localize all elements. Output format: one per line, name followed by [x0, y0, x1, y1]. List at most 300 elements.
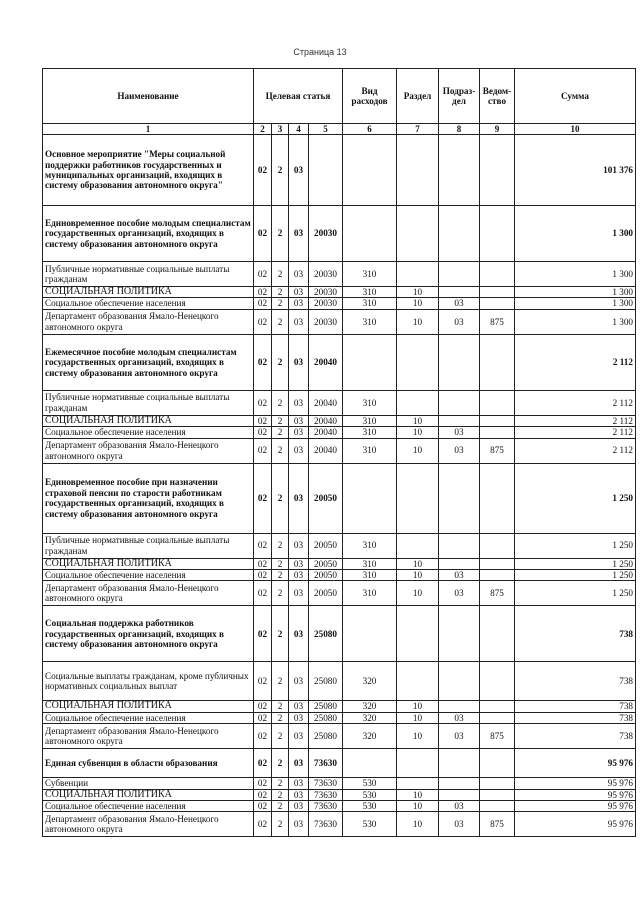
target-code-3: 03 — [289, 570, 309, 581]
section: 10 — [397, 427, 439, 438]
target-code-3: 03 — [289, 427, 309, 438]
target-code-4: 20050 — [309, 533, 343, 558]
target-code-2: 2 — [272, 701, 289, 712]
target-code-3: 03 — [289, 801, 309, 812]
expense-type — [343, 334, 397, 390]
target-code-4: 73630 — [309, 778, 343, 789]
table-row — [43, 778, 636, 789]
target-code-1: 02 — [254, 298, 272, 309]
target-code-2: 2 — [272, 606, 289, 662]
target-code-3: 03 — [289, 724, 309, 749]
table-row — [43, 287, 636, 298]
section: 10 — [397, 812, 439, 837]
table-row — [43, 206, 636, 262]
target-code-3: 03 — [289, 262, 309, 287]
target-code-2: 2 — [272, 463, 289, 533]
target-code-1: 02 — [254, 427, 272, 438]
table-row — [43, 415, 636, 426]
target-code-3: 03 — [289, 778, 309, 789]
row-sum: 1 300 — [515, 287, 636, 298]
department-code — [480, 749, 515, 778]
expense-type — [343, 463, 397, 533]
target-code-2: 2 — [272, 812, 289, 837]
subsection: 03 — [439, 712, 480, 723]
target-code-4: 25080 — [309, 712, 343, 723]
row-name: СОЦИАЛЬНАЯ ПОЛИТИКА — [43, 287, 254, 298]
row-name: Ежемесячное пособие молодым специалистам государственных организаций, входящих в систему образования автономного округа — [43, 334, 254, 390]
target-code-4: 20030 — [309, 262, 343, 287]
target-code-3: 03 — [289, 533, 309, 558]
expense-type: 310 — [343, 570, 397, 581]
table-row — [43, 135, 636, 206]
target-code-2: 2 — [272, 287, 289, 298]
section: 10 — [397, 287, 439, 298]
target-code-2: 2 — [272, 438, 289, 463]
row-sum: 2 112 — [515, 427, 636, 438]
department-code — [480, 789, 515, 800]
column-number: 2 — [254, 124, 272, 135]
row-name: Социальные выплаты гражданам, кроме публичных нормативных социальных выплат — [43, 662, 254, 701]
expense-type: 310 — [343, 438, 397, 463]
row-name: СОЦИАЛЬНАЯ ПОЛИТИКА — [43, 558, 254, 569]
row-name: СОЦИАЛЬНАЯ ПОЛИТИКА — [43, 701, 254, 712]
section: 10 — [397, 298, 439, 309]
target-code-1: 02 — [254, 778, 272, 789]
target-code-3: 03 — [289, 581, 309, 606]
subsection — [439, 206, 480, 262]
row-name: Департамент образования Ямало-Ненецкого автономного округа — [43, 724, 254, 749]
row-sum: 95 976 — [515, 812, 636, 837]
target-code-3: 03 — [289, 712, 309, 723]
table-row — [43, 749, 636, 778]
section: 10 — [397, 438, 439, 463]
target-code-4: 20050 — [309, 463, 343, 533]
target-code-1: 02 — [254, 438, 272, 463]
target-code-2: 2 — [272, 415, 289, 426]
row-sum: 95 976 — [515, 789, 636, 800]
department-code — [480, 558, 515, 569]
target-code-2: 2 — [272, 390, 289, 415]
section: 10 — [397, 724, 439, 749]
column-number: 4 — [289, 124, 309, 135]
target-code-2: 2 — [272, 262, 289, 287]
section: 10 — [397, 801, 439, 812]
subsection: 03 — [439, 581, 480, 606]
target-code-3: 03 — [289, 438, 309, 463]
row-name: СОЦИАЛЬНАЯ ПОЛИТИКА — [43, 789, 254, 800]
target-code-3: 03 — [289, 334, 309, 390]
row-name: Социальное обеспечение населения — [43, 712, 254, 723]
expense-type: 530 — [343, 789, 397, 800]
subsection: 03 — [439, 298, 480, 309]
expense-type: 530 — [343, 801, 397, 812]
row-sum: 738 — [515, 701, 636, 712]
header-vedomstvo: Ведом-ство — [480, 69, 515, 124]
table-row — [43, 581, 636, 606]
row-name: Департамент образования Ямало-Ненецкого автономного округа — [43, 581, 254, 606]
row-name: Социальное обеспечение населения — [43, 570, 254, 581]
row-sum: 1 300 — [515, 262, 636, 287]
department-code — [480, 606, 515, 662]
table-row — [43, 533, 636, 558]
target-code-4: 20030 — [309, 298, 343, 309]
expense-type: 310 — [343, 427, 397, 438]
row-sum: 2 112 — [515, 438, 636, 463]
expense-type: 310 — [343, 581, 397, 606]
row-name: Департамент образования Ямало-Ненецкого автономного округа — [43, 438, 254, 463]
subsection — [439, 463, 480, 533]
target-code-4: 73630 — [309, 749, 343, 778]
expense-type: 530 — [343, 778, 397, 789]
section — [397, 262, 439, 287]
target-code-4: 20050 — [309, 581, 343, 606]
target-code-4: 20030 — [309, 287, 343, 298]
target-code-2: 2 — [272, 749, 289, 778]
column-number: 3 — [272, 124, 289, 135]
subsection — [439, 606, 480, 662]
subsection: 03 — [439, 427, 480, 438]
target-code-2: 2 — [272, 662, 289, 701]
target-code-1: 02 — [254, 390, 272, 415]
target-code-4: 73630 — [309, 789, 343, 800]
department-code — [480, 533, 515, 558]
target-code-1: 02 — [254, 533, 272, 558]
department-code — [480, 801, 515, 812]
expense-type — [343, 135, 397, 206]
department-code: 875 — [480, 724, 515, 749]
target-code-1: 02 — [254, 701, 272, 712]
target-code-3: 03 — [289, 206, 309, 262]
target-code-4: 25080 — [309, 662, 343, 701]
subsection — [439, 533, 480, 558]
target-code-4 — [309, 135, 343, 206]
page-label: Страница 13 — [293, 47, 347, 57]
row-name: Социальное обеспечение населения — [43, 298, 254, 309]
table-row — [43, 463, 636, 533]
target-code-2: 2 — [272, 558, 289, 569]
department-code — [480, 262, 515, 287]
target-code-4: 73630 — [309, 812, 343, 837]
row-sum: 738 — [515, 662, 636, 701]
expense-type: 320 — [343, 724, 397, 749]
target-code-2: 2 — [272, 712, 289, 723]
table-row — [43, 427, 636, 438]
table-row — [43, 712, 636, 723]
expense-type — [343, 606, 397, 662]
target-code-2: 2 — [272, 778, 289, 789]
target-code-3: 03 — [289, 701, 309, 712]
header-target: Целевая статья — [254, 69, 343, 124]
expense-type — [343, 206, 397, 262]
target-code-1: 02 — [254, 570, 272, 581]
target-code-3: 03 — [289, 287, 309, 298]
target-code-1: 02 — [254, 724, 272, 749]
target-code-2: 2 — [272, 801, 289, 812]
row-name: Социальная поддержка работников государственных организаций, входящих в систему образования автономного округа — [43, 606, 254, 662]
subsection — [439, 415, 480, 426]
row-name: Публичные нормативные социальные выплаты гражданам — [43, 262, 254, 287]
target-code-2: 2 — [272, 533, 289, 558]
row-sum: 2 112 — [515, 334, 636, 390]
target-code-3: 03 — [289, 812, 309, 837]
target-code-4: 20050 — [309, 558, 343, 569]
section — [397, 463, 439, 533]
target-code-4: 73630 — [309, 801, 343, 812]
row-name: Основное мероприятие "Меры социальной поддержки работников государственных и муниципальных организаций, входящих в систему образования автономного округа" — [43, 135, 254, 206]
row-sum: 1 300 — [515, 206, 636, 262]
target-code-4: 20040 — [309, 390, 343, 415]
subsection: 03 — [439, 438, 480, 463]
department-code — [480, 701, 515, 712]
section: 10 — [397, 309, 439, 334]
row-name: Публичные нормативные социальные выплаты гражданам — [43, 390, 254, 415]
column-number: 8 — [439, 124, 480, 135]
target-code-4: 25080 — [309, 606, 343, 662]
target-code-3: 03 — [289, 606, 309, 662]
column-number: 5 — [309, 124, 343, 135]
expense-type: 310 — [343, 262, 397, 287]
department-code — [480, 463, 515, 533]
target-code-3: 03 — [289, 789, 309, 800]
target-code-1: 02 — [254, 812, 272, 837]
target-code-4: 20030 — [309, 206, 343, 262]
department-code — [480, 206, 515, 262]
table-row — [43, 789, 636, 800]
row-sum: 101 376 — [515, 135, 636, 206]
target-code-2: 2 — [272, 206, 289, 262]
subsection — [439, 558, 480, 569]
row-sum: 1 250 — [515, 570, 636, 581]
target-code-3: 03 — [289, 415, 309, 426]
section: 10 — [397, 712, 439, 723]
target-code-1: 02 — [254, 309, 272, 334]
target-code-2: 2 — [272, 298, 289, 309]
target-code-2: 2 — [272, 135, 289, 206]
table-row — [43, 606, 636, 662]
department-code: 875 — [480, 309, 515, 334]
department-code — [480, 570, 515, 581]
expense-type: 320 — [343, 712, 397, 723]
target-code-2: 2 — [272, 427, 289, 438]
table-row — [43, 724, 636, 749]
section: 10 — [397, 415, 439, 426]
section: 10 — [397, 570, 439, 581]
expense-type: 310 — [343, 558, 397, 569]
table-row — [43, 309, 636, 334]
subsection: 03 — [439, 801, 480, 812]
target-code-4: 25080 — [309, 701, 343, 712]
target-code-2: 2 — [272, 581, 289, 606]
header-podrazdel: Подраз-дел — [439, 69, 480, 124]
expense-type: 310 — [343, 415, 397, 426]
section — [397, 533, 439, 558]
section — [397, 662, 439, 701]
department-code: 875 — [480, 438, 515, 463]
expense-type: 310 — [343, 533, 397, 558]
section: 10 — [397, 789, 439, 800]
target-code-1: 02 — [254, 712, 272, 723]
target-code-1: 02 — [254, 206, 272, 262]
row-sum: 1 250 — [515, 533, 636, 558]
column-number: 6 — [343, 124, 397, 135]
target-code-2: 2 — [272, 724, 289, 749]
header-vid: Вид расходов — [343, 69, 397, 124]
department-code — [480, 415, 515, 426]
table-row — [43, 662, 636, 701]
target-code-1: 02 — [254, 662, 272, 701]
row-sum: 738 — [515, 724, 636, 749]
subsection — [439, 662, 480, 701]
row-name: СОЦИАЛЬНАЯ ПОЛИТИКА — [43, 415, 254, 426]
subsection — [439, 789, 480, 800]
table-row — [43, 390, 636, 415]
target-code-1: 02 — [254, 789, 272, 800]
expense-type: 310 — [343, 309, 397, 334]
row-name: Единая субвенция в области образования — [43, 749, 254, 778]
department-code — [480, 334, 515, 390]
column-number: 10 — [515, 124, 636, 135]
target-code-1: 02 — [254, 463, 272, 533]
row-sum: 738 — [515, 606, 636, 662]
target-code-3: 03 — [289, 298, 309, 309]
row-sum: 2 112 — [515, 390, 636, 415]
target-code-1: 02 — [254, 135, 272, 206]
target-code-1: 02 — [254, 334, 272, 390]
section — [397, 606, 439, 662]
row-sum: 2 112 — [515, 415, 636, 426]
target-code-1: 02 — [254, 415, 272, 426]
subsection — [439, 390, 480, 415]
section: 10 — [397, 701, 439, 712]
table-row — [43, 570, 636, 581]
department-code: 875 — [480, 812, 515, 837]
target-code-1: 02 — [254, 606, 272, 662]
department-code — [480, 427, 515, 438]
expense-type: 310 — [343, 390, 397, 415]
row-name: Субвенции — [43, 778, 254, 789]
row-sum: 1 250 — [515, 558, 636, 569]
target-code-2: 2 — [272, 570, 289, 581]
target-code-3: 03 — [289, 135, 309, 206]
row-name: Единовременное пособие молодым специалистам государственных организаций, входящих в систему образования автономного округа — [43, 206, 254, 262]
department-code: 875 — [480, 581, 515, 606]
table-row — [43, 262, 636, 287]
target-code-1: 02 — [254, 287, 272, 298]
expense-type: 320 — [343, 662, 397, 701]
target-code-4: 20040 — [309, 438, 343, 463]
section — [397, 749, 439, 778]
row-sum: 1 300 — [515, 298, 636, 309]
table-row — [43, 298, 636, 309]
target-code-1: 02 — [254, 749, 272, 778]
subsection — [439, 262, 480, 287]
subsection — [439, 135, 480, 206]
subsection — [439, 778, 480, 789]
row-sum: 738 — [515, 712, 636, 723]
target-code-1: 02 — [254, 262, 272, 287]
target-code-2: 2 — [272, 789, 289, 800]
row-sum: 1 250 — [515, 463, 636, 533]
target-code-4: 20040 — [309, 427, 343, 438]
target-code-1: 02 — [254, 581, 272, 606]
target-code-4: 20040 — [309, 415, 343, 426]
target-code-4: 20050 — [309, 570, 343, 581]
department-code — [480, 662, 515, 701]
row-name: Единовременное пособие при назначении страховой пенсии по старости работникам государственных организаций, входящих в систему образования автономного округа — [43, 463, 254, 533]
target-code-3: 03 — [289, 749, 309, 778]
target-code-1: 02 — [254, 801, 272, 812]
table-row — [43, 438, 636, 463]
subsection: 03 — [439, 570, 480, 581]
department-code — [480, 390, 515, 415]
department-code — [480, 298, 515, 309]
target-code-4: 20030 — [309, 309, 343, 334]
subsection: 03 — [439, 724, 480, 749]
row-name: Социальное обеспечение населения — [43, 801, 254, 812]
department-code — [480, 712, 515, 723]
header-name: Наименование — [43, 69, 254, 124]
department-code — [480, 135, 515, 206]
subsection: 03 — [439, 309, 480, 334]
row-sum: 95 976 — [515, 801, 636, 812]
row-sum: 1 300 — [515, 309, 636, 334]
row-name: Публичные нормативные социальные выплаты гражданам — [43, 533, 254, 558]
header-row — [43, 69, 636, 124]
expense-type: 530 — [343, 812, 397, 837]
department-code — [480, 778, 515, 789]
target-code-3: 03 — [289, 662, 309, 701]
expense-type — [343, 749, 397, 778]
table-row — [43, 558, 636, 569]
section — [397, 135, 439, 206]
expense-type: 320 — [343, 701, 397, 712]
subsection — [439, 287, 480, 298]
section: 10 — [397, 581, 439, 606]
expense-type: 310 — [343, 298, 397, 309]
section: 10 — [397, 558, 439, 569]
target-code-4: 25080 — [309, 724, 343, 749]
section — [397, 778, 439, 789]
target-code-3: 03 — [289, 309, 309, 334]
section — [397, 206, 439, 262]
target-code-2: 2 — [272, 309, 289, 334]
table-row — [43, 334, 636, 390]
column-number-row — [43, 124, 636, 135]
header-razdel: Раздел — [397, 69, 439, 124]
row-name: Департамент образования Ямало-Ненецкого автономного округа — [43, 309, 254, 334]
subsection: 03 — [439, 812, 480, 837]
column-number: 9 — [480, 124, 515, 135]
column-number: 1 — [43, 124, 254, 135]
subsection — [439, 701, 480, 712]
table-row — [43, 812, 636, 837]
table-row — [43, 701, 636, 712]
target-code-3: 03 — [289, 558, 309, 569]
expense-type: 310 — [343, 287, 397, 298]
row-name: Департамент образования Ямало-Ненецкого автономного округа — [43, 812, 254, 837]
row-name: Социальное обеспечение населения — [43, 427, 254, 438]
table-row — [43, 801, 636, 812]
section — [397, 390, 439, 415]
header-summa: Сумма — [515, 69, 636, 124]
budget-table — [42, 68, 636, 837]
target-code-3: 03 — [289, 390, 309, 415]
target-code-2: 2 — [272, 334, 289, 390]
target-code-1: 02 — [254, 558, 272, 569]
row-sum: 1 250 — [515, 581, 636, 606]
row-sum: 95 976 — [515, 778, 636, 789]
target-code-3: 03 — [289, 463, 309, 533]
